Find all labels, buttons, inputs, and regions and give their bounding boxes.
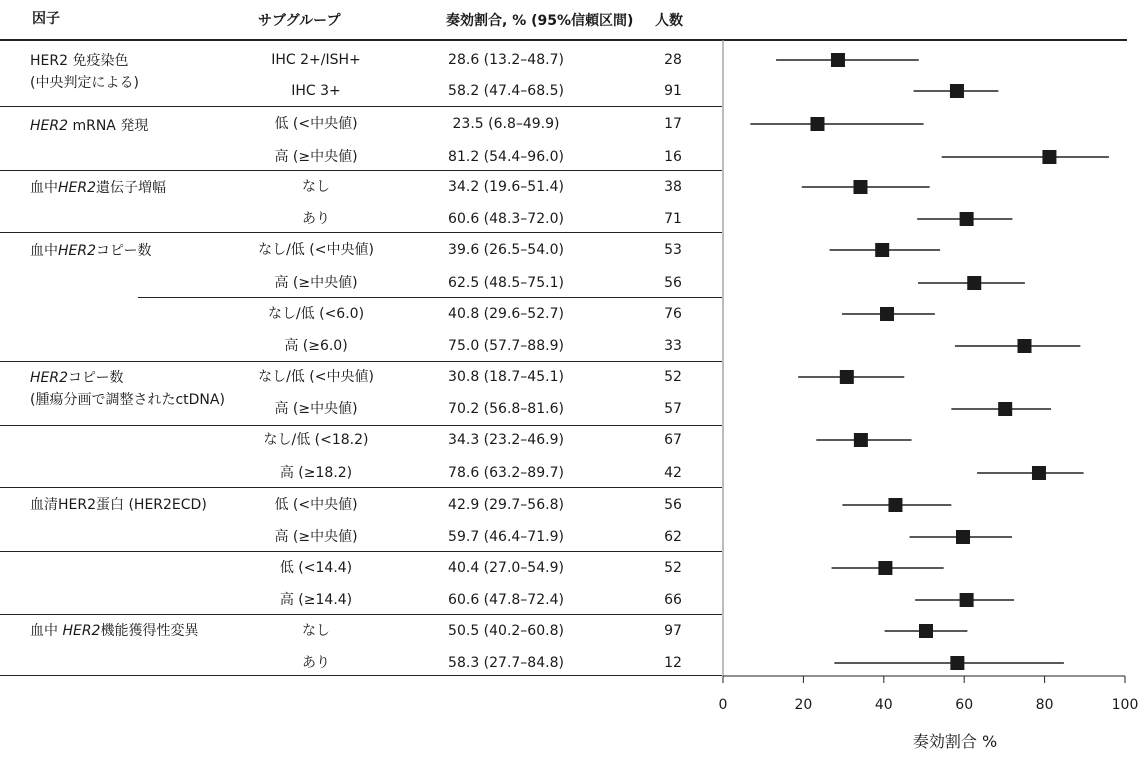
- row-subgroup: 低 (<中央値): [274, 497, 358, 513]
- point-estimate: [1018, 339, 1032, 353]
- row-response-rate: 62.5 (48.5–75.1): [448, 275, 564, 291]
- header-response-rate: 奏効割合, % (95%信頼区間): [446, 13, 634, 29]
- row-subgroup: 低 (<中央値): [274, 116, 358, 132]
- row-n: 12: [664, 655, 682, 671]
- row-n: 33: [664, 338, 682, 354]
- factor-cn-pre: 血中: [30, 243, 58, 259]
- row-n: 67: [664, 432, 682, 448]
- factor-gof-italic: HER2: [62, 623, 101, 639]
- factor-cn-rest: コピー数: [96, 243, 152, 259]
- point-estimate: [810, 117, 824, 131]
- row-response-rate: 58.3 (27.7–84.8): [448, 655, 564, 671]
- row-n: 71: [664, 211, 682, 227]
- point-estimate: [853, 180, 867, 194]
- row-n: 42: [664, 465, 682, 481]
- x-tick-label: 100: [1111, 697, 1139, 713]
- row-n: 56: [664, 275, 682, 291]
- row-response-rate: 60.6 (48.3–72.0): [448, 211, 564, 227]
- row-n: 38: [664, 179, 682, 195]
- row-subgroup: なし/低 (<中央値): [258, 242, 374, 258]
- row-n: 28: [664, 52, 682, 68]
- row-response-rate: 30.8 (18.7–45.1): [448, 369, 564, 385]
- row-subgroup: IHC 2+/ISH+: [271, 52, 361, 68]
- row-response-rate: 75.0 (57.7–88.9): [448, 338, 564, 354]
- header-factor: 因子: [32, 11, 60, 27]
- row-subgroup: IHC 3+: [291, 83, 341, 99]
- x-tick-label: 80: [1035, 697, 1054, 713]
- row-n: 76: [664, 306, 682, 322]
- x-axis-title: 奏効割合 %: [912, 732, 998, 751]
- row-subgroup: 低 (<14.4): [279, 560, 353, 576]
- factor-amp-rest: 遺伝子増幅: [96, 180, 167, 196]
- row-n: 91: [664, 83, 682, 99]
- point-estimate: [854, 433, 868, 447]
- factor-mrna-rest: mRNA 発現: [68, 118, 149, 134]
- row-n: 53: [664, 242, 682, 258]
- row-subgroup: あり: [302, 211, 330, 227]
- factor-gof-rest: 機能獲得性変異: [100, 623, 199, 639]
- row-response-rate: 34.3 (23.2–46.9): [448, 432, 564, 448]
- row-response-rate: 42.9 (29.7–56.8): [448, 497, 564, 513]
- row-response-rate: 40.4 (27.0–54.9): [448, 560, 564, 576]
- x-tick-label: 20: [794, 697, 813, 713]
- row-n: 16: [664, 149, 682, 165]
- row-response-rate: 58.2 (47.4–68.5): [448, 83, 564, 99]
- row-response-rate: 59.7 (46.4–71.9): [448, 529, 564, 545]
- point-estimate: [950, 84, 964, 98]
- point-estimate: [878, 561, 892, 575]
- point-estimate: [956, 530, 970, 544]
- factor-ihc-line2: (中央判定による): [30, 75, 139, 91]
- row-subgroup: 高 (≥18.2): [279, 465, 353, 481]
- point-estimate: [888, 498, 902, 512]
- factor-adjusted-line2: (腫瘍分画で調整されたctDNA): [30, 392, 225, 408]
- row-response-rate: 23.5 (6.8–49.9): [452, 116, 560, 132]
- point-estimate: [875, 243, 889, 257]
- factor-gof-pre: 血中: [30, 623, 63, 639]
- x-tick-label: 60: [955, 697, 974, 713]
- row-response-rate: 34.2 (19.6–51.4): [448, 179, 564, 195]
- row-subgroup: なし: [302, 623, 330, 639]
- header-subgroup: サブグループ: [258, 13, 341, 29]
- row-n: 97: [664, 623, 682, 639]
- header-n: 人数: [655, 13, 683, 29]
- point-estimate: [1032, 466, 1046, 480]
- point-estimate: [919, 624, 933, 638]
- factor-amp-italic: HER2: [58, 180, 97, 196]
- row-n: 52: [664, 560, 682, 576]
- row-response-rate: 78.6 (63.2–89.7): [448, 465, 564, 481]
- factor-mrna-italic: HER2: [30, 118, 69, 134]
- point-estimate: [960, 212, 974, 226]
- point-estimate: [1042, 150, 1056, 164]
- factor-adj-rest: コピー数: [68, 370, 124, 386]
- factor-serum-protein: 血清HER2蛋白 (HER2ECD): [30, 497, 207, 513]
- row-response-rate: 40.8 (29.6–52.7): [448, 306, 564, 322]
- row-response-rate: 60.6 (47.8–72.4): [448, 592, 564, 608]
- factor-adj-italic: HER2: [30, 370, 69, 386]
- row-response-rate: 81.2 (54.4–96.0): [448, 149, 564, 165]
- point-estimate: [998, 402, 1012, 416]
- point-estimate: [840, 370, 854, 384]
- row-subgroup: なし/低 (<6.0): [267, 306, 365, 322]
- point-estimate: [967, 276, 981, 290]
- row-n: 62: [664, 529, 682, 545]
- row-subgroup: 高 (≥中央値): [274, 401, 358, 417]
- factor-amp-pre: 血中: [30, 180, 58, 196]
- row-response-rate: 70.2 (56.8–81.6): [448, 401, 564, 417]
- row-subgroup: 高 (≥中央値): [274, 149, 358, 165]
- row-subgroup: なし/低 (<18.2): [263, 432, 369, 448]
- row-response-rate: 39.6 (26.5–54.0): [448, 242, 564, 258]
- point-estimate: [950, 656, 964, 670]
- row-subgroup: あり: [302, 655, 330, 671]
- factor-ihc-line1: HER2 免疫染色: [30, 53, 129, 69]
- point-estimate: [960, 593, 974, 607]
- row-n: 52: [664, 369, 682, 385]
- row-n: 66: [664, 592, 682, 608]
- row-subgroup: 高 (≥14.4): [279, 592, 353, 608]
- row-response-rate: 50.5 (40.2–60.8): [448, 623, 564, 639]
- row-subgroup: なし/低 (<中央値): [258, 369, 374, 385]
- row-n: 57: [664, 401, 682, 417]
- row-response-rate: 28.6 (13.2–48.7): [448, 52, 564, 68]
- row-subgroup: 高 (≥6.0): [284, 338, 348, 354]
- point-estimate: [831, 53, 845, 67]
- row-subgroup: なし: [302, 179, 330, 195]
- factor-cn-italic: HER2: [58, 243, 97, 259]
- point-estimate: [880, 307, 894, 321]
- x-tick-label: 40: [874, 697, 893, 713]
- row-n: 17: [664, 116, 682, 132]
- x-tick-label: 0: [718, 697, 728, 713]
- row-n: 56: [664, 497, 682, 513]
- row-subgroup: 高 (≥中央値): [274, 529, 358, 545]
- row-subgroup: 高 (≥中央値): [274, 275, 358, 291]
